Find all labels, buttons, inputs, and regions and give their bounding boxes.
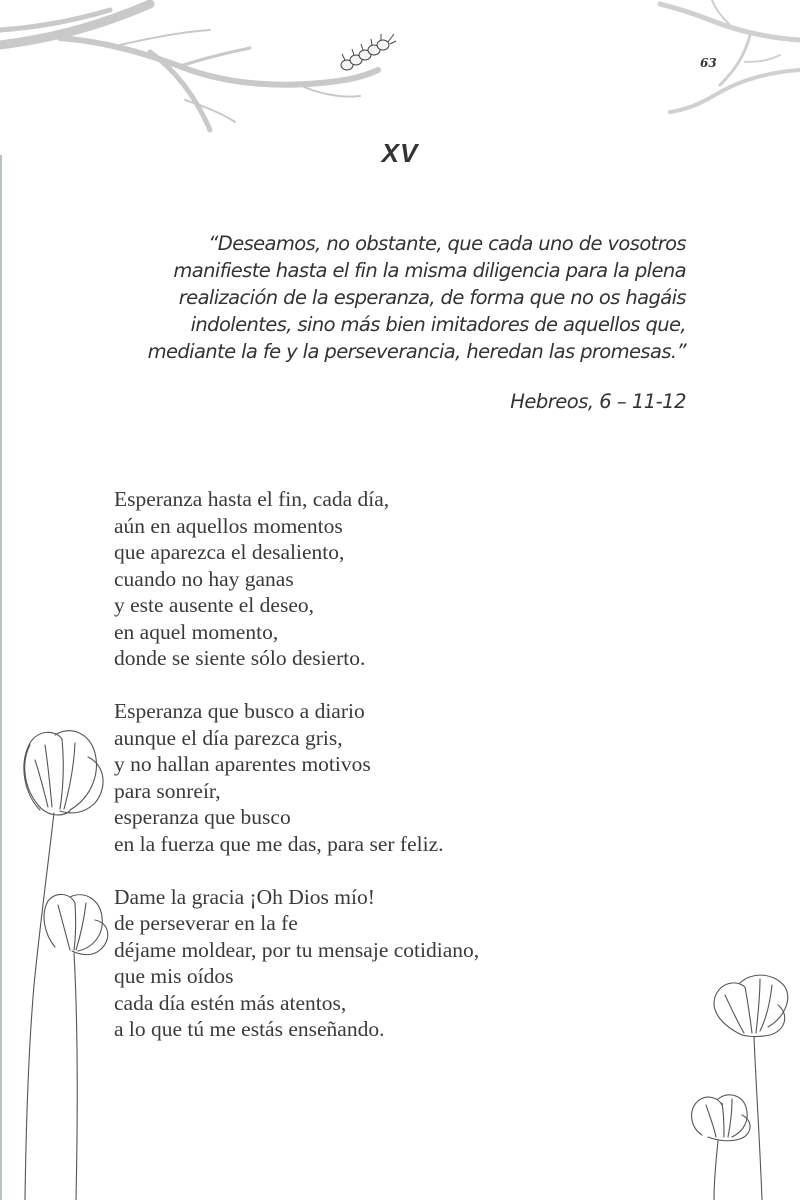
poem-stanza	[114, 698, 674, 857]
branch-caterpillar-illustration	[0, 0, 420, 140]
poppy-flower-icon	[692, 1095, 750, 1141]
poem-line: Esperanza hasta el fin, cada día,	[114, 487, 390, 511]
poem-line: y no hallan aparentes motivos	[114, 752, 371, 776]
poem-line: que aparezca el desaliento,	[114, 540, 345, 564]
poppy-flower-icon	[44, 894, 108, 954]
epigraph-citation: Hebreos, 6 – 11-12	[510, 390, 686, 413]
poem-line: Esperanza que busco a diario	[114, 699, 365, 723]
caterpillar-icon	[341, 34, 396, 70]
poem-line: aunque el día parezca gris,	[114, 725, 343, 750]
poem-line: a lo que tú me estás enseñando.	[114, 1017, 385, 1041]
poem-stanza	[114, 884, 674, 1043]
poem-body	[114, 486, 674, 1069]
poem-line: Dame la gracia ¡Oh Dios mío!	[114, 884, 375, 909]
poem-line: que mis oídos	[114, 964, 234, 988]
poppy-flower-icon	[714, 975, 788, 1036]
poem-line: en aquel momento,	[114, 619, 279, 644]
poem-line: cuando no hay ganas	[114, 566, 294, 591]
page-number: 63	[700, 56, 717, 70]
poem-line: cada día estén más atentos,	[114, 990, 347, 1015]
poem-line: déjame moldear, por tu mensaje cotidiano,	[114, 937, 480, 962]
epigraph-line: mediante la fe y la perseverancia, heredan las promesas.”	[147, 340, 686, 363]
epigraph-line: manifieste hasta el fin la misma diligencia para la plena	[173, 259, 686, 282]
poppy-flowers-illustration-left	[0, 725, 130, 1200]
epigraph-line: realización de la esperanza, de forma que no os hagáis	[178, 286, 686, 309]
poppy-flowers-illustration-right	[680, 965, 800, 1200]
epigraph-line: “Deseamos, no obstante, que cada uno de vosotros	[208, 232, 686, 255]
chapter-title: XV	[381, 138, 419, 168]
poem-stanza	[114, 486, 674, 672]
poem-line: de perseverar en la fe	[114, 911, 298, 935]
epigraph-line: indolentes, sino más bien imitadores de aquellos que,	[190, 313, 686, 336]
poem-line: aún en aquellos momentos	[114, 513, 343, 538]
poem-line: esperanza que busco	[114, 805, 291, 829]
poem-line: para sonreír,	[114, 778, 221, 803]
epigraph-quote	[110, 230, 686, 365]
poppy-flower-icon	[24, 731, 103, 815]
poem-line: en la fuerza que me das, para ser feliz.	[114, 831, 444, 856]
poem-line: y este ausente el deseo,	[114, 593, 314, 617]
poem-line: donde se siente sólo desierto.	[114, 646, 366, 670]
